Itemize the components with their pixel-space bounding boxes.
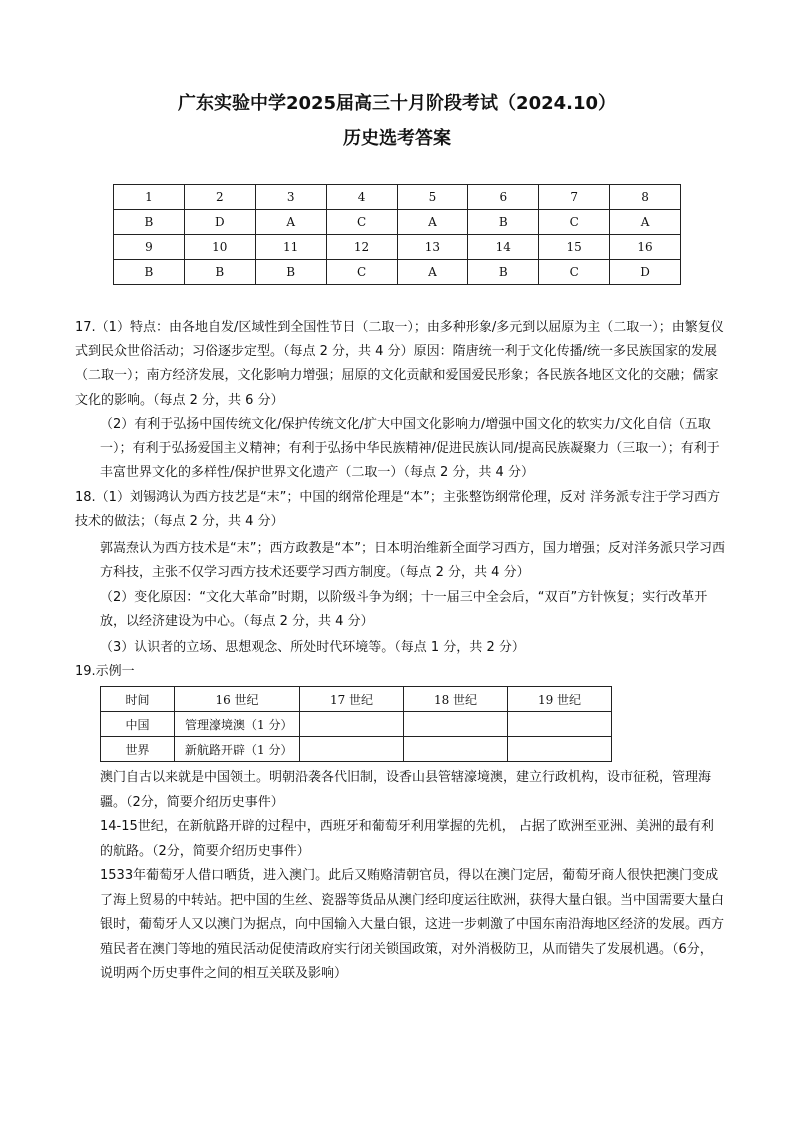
table-cell: 10 — [184, 235, 255, 260]
q19-timeline-table — [100, 686, 612, 762]
table-cell — [508, 737, 612, 762]
table-cell: 7 — [539, 185, 610, 210]
table-cell: 中国 — [101, 712, 175, 737]
table-row — [101, 737, 612, 762]
table-cell: B — [114, 260, 185, 285]
table-cell — [300, 737, 404, 762]
table-cell: A — [255, 210, 326, 235]
table-cell: A — [397, 210, 468, 235]
table-cell: 5 — [397, 185, 468, 210]
table-cell: 15 — [539, 235, 610, 260]
table-cell: 4 — [326, 185, 397, 210]
table-header-cell: 19 世纪 — [508, 687, 612, 712]
table-row — [114, 235, 681, 260]
table-cell: 6 — [468, 185, 539, 210]
table-cell: 12 — [326, 235, 397, 260]
table-cell: 16 — [610, 235, 681, 260]
q18-part2-answer: （2）变化原因：“文化大革命”时期，以阶级斗争为纲；十一届三中全会后，“双百”方针恢复；实行改革开放，以经济建设为中心。（每点 2 分，共 4 分） — [100, 590, 708, 630]
table-cell: 世界 — [101, 737, 175, 762]
table-row — [114, 260, 681, 285]
page-subtitle: 历史选考答案 — [343, 128, 451, 149]
table-cell: C — [326, 210, 397, 235]
multiple-choice-answer-table — [113, 184, 681, 285]
table-cell: A — [397, 260, 468, 285]
table-cell: B — [184, 260, 255, 285]
table-cell: B — [468, 210, 539, 235]
table-cell — [300, 712, 404, 737]
q19-label: 19.示例一 — [75, 664, 135, 679]
table-cell — [404, 737, 508, 762]
table-cell: B — [114, 210, 185, 235]
q19-paragraph-1: 澳门自古以来就是中国领土。明朝沿袭各代旧制，设香山县管辖濠境澳，建立行政机构，设市征税，管理海疆。（2分，简要介绍历史事件） — [100, 770, 712, 810]
table-cell: D — [184, 210, 255, 235]
table-cell — [404, 712, 508, 737]
table-cell: B — [255, 260, 326, 285]
table-row — [114, 210, 681, 235]
table-cell: C — [539, 260, 610, 285]
table-cell: 14 — [468, 235, 539, 260]
q18-part1-answer-a: 18.（1）刘锡鸿认为西方技艺是“末”；中国的纲常伦理是“本”；主张整饬纲常伦理，反对 洋务派专注于学习西方技术的做法；（每点 2 分，共 4 分） — [75, 490, 721, 530]
q18-part3-answer: （3）认识者的立场、思想观念、所处时代环境等。（每点 1 分，共 2 分） — [100, 640, 525, 655]
table-row — [101, 712, 612, 737]
table-header-row — [101, 687, 612, 712]
table-cell: C — [539, 210, 610, 235]
table-cell: D — [610, 260, 681, 285]
table-cell: 3 — [255, 185, 326, 210]
q19-paragraph-3: 1533年葡萄牙人借口晒货，进入澳门。此后又贿赂清朝官员，得以在澳门定居，葡萄牙商人很快把澳门变成了海上贸易的中转站。把中国的生丝、瓷器等货品从澳门经印度运往欧洲，获得大量白银。当中国需要大量白银时，葡萄牙人又以澳门为据点，向中国输入大量白银，这进一步刺激了中国东南沿海地区经济的发展。西方殖民者在澳门等地的殖民活动促使清政府实行闭关锁国政策，对外消极防卫，从而错失了发展机遇。（6分，说明两个历史事件之间的相互关联及影响） — [100, 868, 725, 981]
table-cell: C — [326, 260, 397, 285]
q19-paragraph-2: 14-15世纪，在新航路开辟的过程中，西班牙和葡萄牙利用掌握的先机， 占据了欧洲至亚洲、美洲的最有利的航路。（2分，简要介绍历史事件） — [100, 819, 714, 859]
table-cell: 11 — [255, 235, 326, 260]
table-cell: 2 — [184, 185, 255, 210]
table-header-cell: 16 世纪 — [175, 687, 300, 712]
table-cell: 新航路开辟（1 分） — [175, 737, 300, 762]
table-cell: 1 — [114, 185, 185, 210]
table-cell — [508, 712, 612, 737]
table-header-cell: 18 世纪 — [404, 687, 508, 712]
table-header-cell: 17 世纪 — [300, 687, 404, 712]
table-header-cell: 时间 — [101, 687, 175, 712]
table-cell: 8 — [610, 185, 681, 210]
table-row — [114, 185, 681, 210]
table-cell: 管理濠境澳（1 分） — [175, 712, 300, 737]
table-cell: 9 — [114, 235, 185, 260]
table-cell: 13 — [397, 235, 468, 260]
q18-part1-answer-b: 郭嵩焘认为西方技术是“末”；西方政教是“本”；日本明治维新全面学习西方，国力增强；反对洋务派只学习西方科技，主张不仅学习西方技术还要学习西方制度。（每点 2 分，共 4 分） — [100, 541, 725, 581]
table-cell: A — [610, 210, 681, 235]
page-title: 广东实验中学2025届高三十月阶段考试（2024.10） — [177, 93, 617, 114]
q17-part2-answer: （2）有利于弘扬中国传统文化/保护传统文化/扩大中国文化影响力/增强中国文化的软实力/文化自信（五取一）；有利于弘扬爱国主义精神；有利于弘扬中华民族精神/促进民族认同/提高民族凝聚力（三取一）；有利于丰富世界文化的多样性/保护世界文化遗产（二取一）（每点 2 分，共 4 分） — [100, 417, 720, 481]
q17-part1-answer: 17.（1）特点：由各地自发/区域性到全国性节日（二取一）；由多种形象/多元到以屈原为主（二取一）；由繁复仪式到民众世俗活动；习俗逐步定型。（每点 2 分，共 4 分）原因：隋唐统一利于文化传播/统一多民族国家的发展（二取一）；南方经济发展，文化影响力增强；屈原的文化贡献和爱国爱民形象；各民族各地区文化的交融；儒家文化的影响。（每点 2 分，共 6 分） — [75, 320, 724, 408]
table-cell: B — [468, 260, 539, 285]
